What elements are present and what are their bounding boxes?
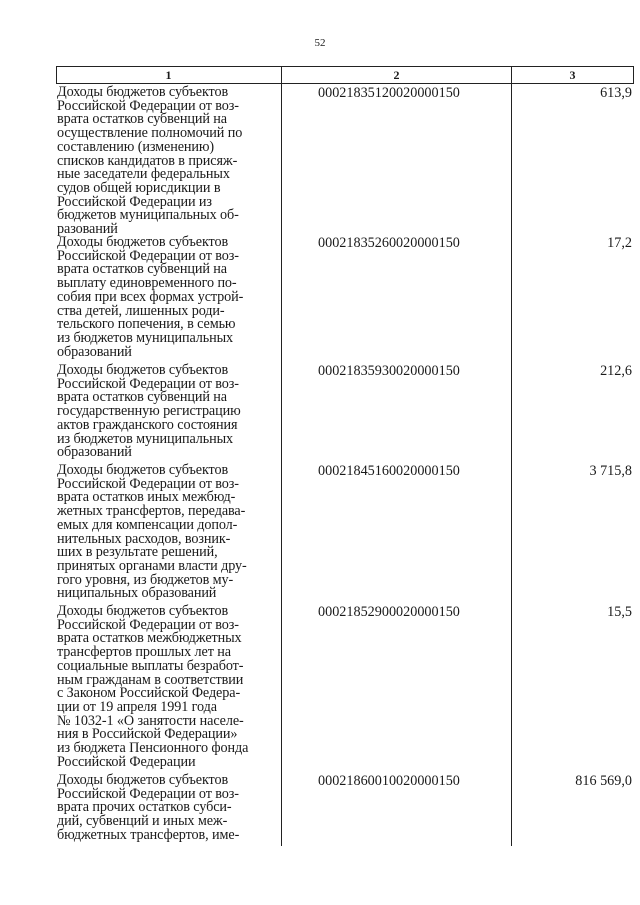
row-description: Доходы бюджетов субъектов Российской Федерации от воз- врата остатков межбюджетных трансфертов прошлых лет на социальные выплаты безработ- ным гражданам в соответствии с Законом Российской Федера- ции от 19 апреля 1991 года № 1032-1 «О занятости населе- ния в Российской Федерации» из бюджета Пенсионного фонда Российской Федерации [57,603,249,770]
row-amount: 3 715,8 [589,463,632,479]
row-amount: 17,2 [607,235,632,251]
row-description: Доходы бюджетов субъектов Российской Федерации от воз- врата прочих остатков субси- дий, субвенций и иных меж- бюджетных трансфертов, име- [57,772,240,843]
header-col-1: 1 [165,68,172,82]
column-divider-1 [281,66,282,846]
row-description: Доходы бюджетов субъектов Российской Федерации от воз- врата остатков субвенций на выплату единовременного по- собия при всех формах устрой- ства детей, лишенных роди- тельского попечения, в семью из бюджетов муниципальных образований [57,234,244,360]
row-code: 00021860010020000150 [318,773,460,789]
row-code: 00021835930020000150 [318,363,460,379]
page-number: 52 [314,37,326,49]
row-amount: 15,5 [607,604,632,620]
row-description: Доходы бюджетов субъектов Российской Федерации от воз- врата остатков субвенций на государственную регистрацию актов гражданского состояния из бюджетов муниципальных образований [57,362,241,461]
row-code: 00021845160020000150 [318,463,460,479]
row-description: Доходы бюджетов субъектов Российской Федерации от воз- врата остатков субвенций на осуществление полномочий по составлению (изменению) списков кандидатов в присяж- ные заседатели федеральных судов общей юрисдикции в Российской Федерации из бюджетов муниципальных об- разований [57,84,243,238]
column-divider-right [633,66,634,84]
row-code: 00021835260020000150 [318,235,460,251]
column-divider-2 [511,66,512,846]
row-description: Доходы бюджетов субъектов Российской Федерации от воз- врата остатков иных межбюд- жетных трансфертов, передава- емых для компенсации допол- нительных расходов, возник- ших в результате решений, принятых органами власти дру- гого уровня, из бюджетов му- ниципальных образований [57,462,247,602]
table-top-border [56,66,634,67]
row-amount: 212,6 [600,363,632,379]
row-code: 00021835120020000150 [318,85,460,101]
row-amount: 816 569,0 [575,773,632,789]
row-amount: 613,9 [600,85,632,101]
header-col-3: 3 [569,68,576,82]
row-code: 00021852900020000150 [318,604,460,620]
header-col-2: 2 [393,68,400,82]
